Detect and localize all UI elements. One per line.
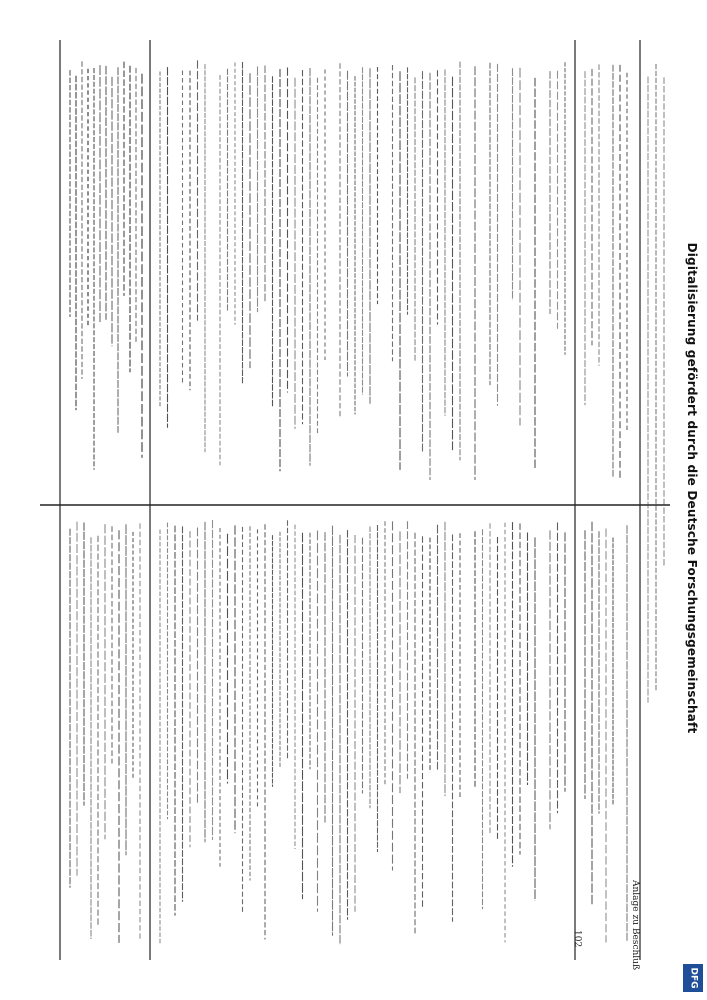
dfg-banner-text: Digitalisierung gefördert durch die Deutsche Forschungsgemeinschaft [685, 242, 699, 734]
dfg-logo-label: DFG [688, 967, 699, 989]
column-head: Anlage zu Beschluß [630, 880, 640, 970]
page-number: 102 [572, 930, 582, 948]
dfg-logo [683, 964, 703, 992]
